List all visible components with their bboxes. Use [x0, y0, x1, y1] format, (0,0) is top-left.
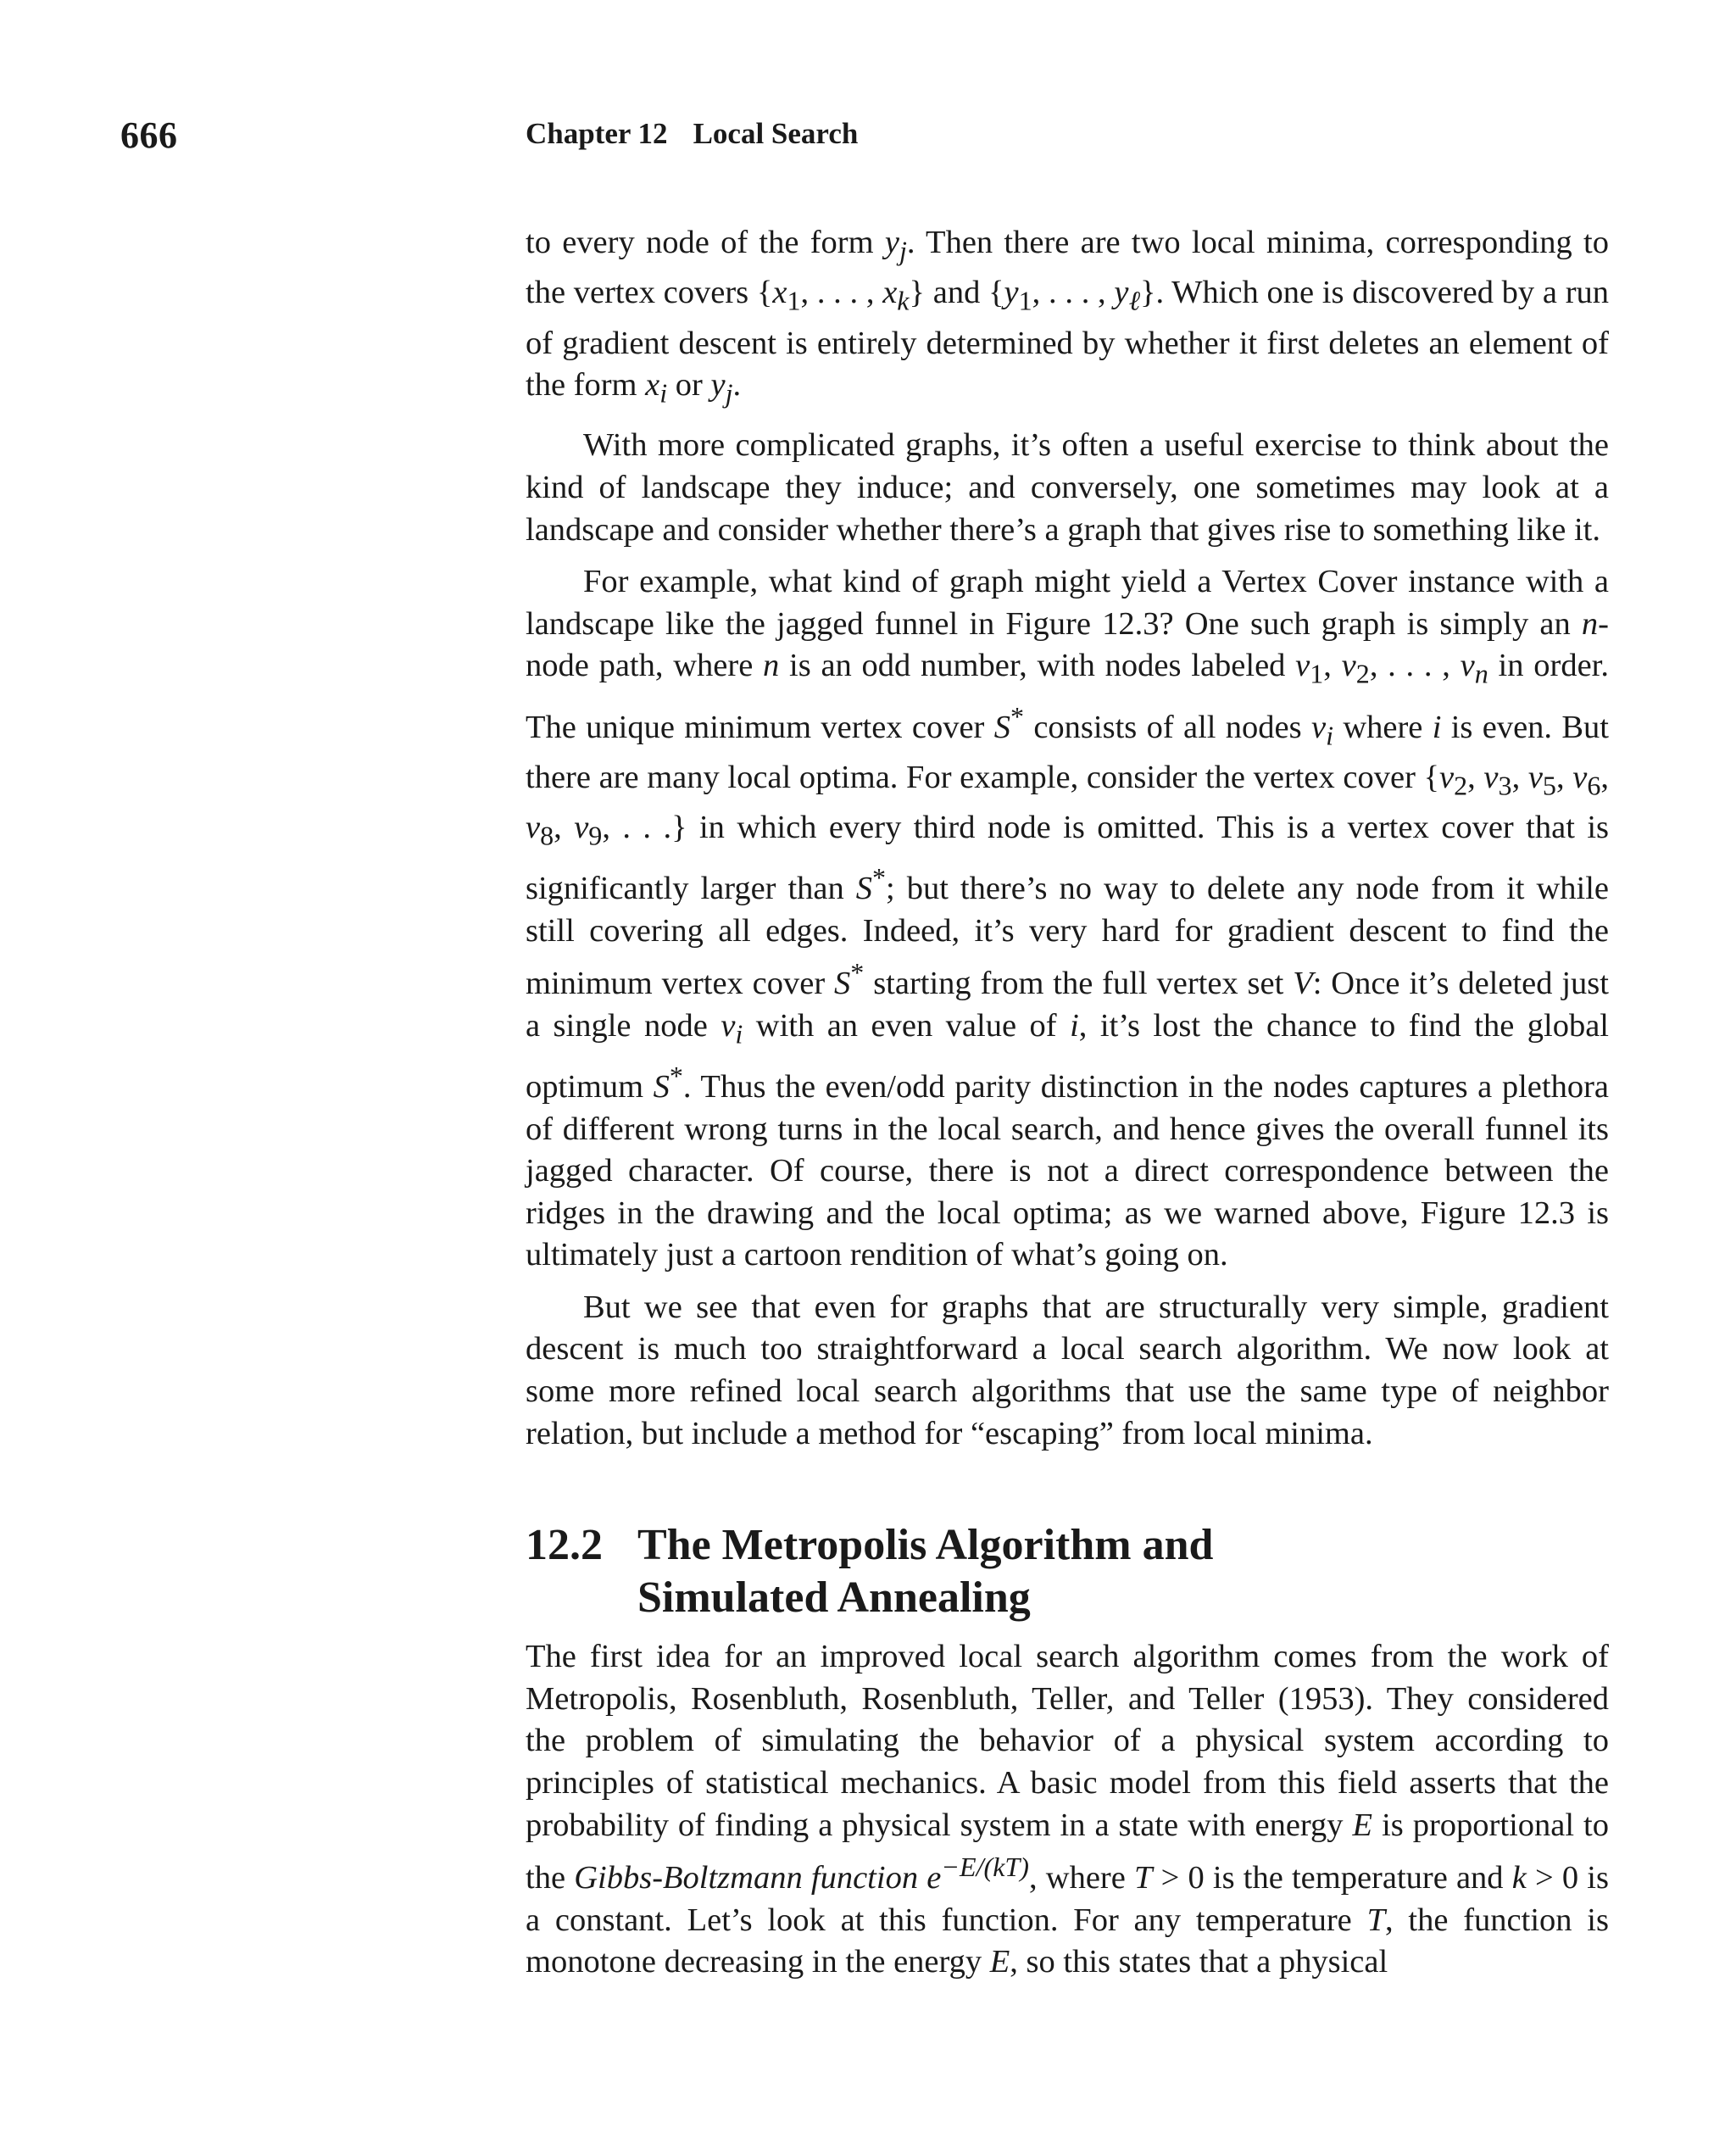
paragraph-4: But we see that even for graphs that are structurally very simple, gradient descent is much too straightforward a local search algorithm. We now look at some more refined local search algorithms that use the same type of neighbor relation, but include a method for “escaping” from local minima.	[526, 1289, 1609, 1451]
chapter-label: Chapter 12	[526, 117, 668, 150]
section-number: 12.2	[526, 1521, 603, 1570]
paragraph-2: With more complicated graphs, it’s often a useful exercise to think about the kind of landscape they induce; and conversely, one sometimes may look at a landscape and consider whether there’s a graph that gives rise to something like it.	[526, 427, 1609, 548]
section-title: The Metropolis Algorithm and Simulated Annealing	[637, 1521, 1214, 1623]
page-number: 666	[120, 114, 178, 156]
running-head	[526, 117, 858, 151]
chapter-title: Local Search	[693, 117, 859, 150]
paragraph-1: to every node of the form $y_j$. Then there are two local minima, corresponding to the vertex covers {$x_1$, . . . , $x_k$} and {$y_1$, . . . , $y_\ell$}. Which one is discovered by a run of gradient descent is entirely determined by whether it first deletes an element of the form $x_i$ or $y_j$.	[526, 225, 1610, 409]
section-heading	[526, 1519, 1609, 1624]
paragraph-3: For example, what kind of graph might yield a Vertex Cover instance with a landscape like the jagged funnel in Figure 12.3? One such graph is simply an n-node path, where n is an odd number, with nodes labeled $v_1$, $v_2$, . . . , $v_n$ in order. The unique minimum vertex cover S* consists of all nodes $v_i$ where i is even. But there are many local optima. For example, consider the vertex cover {$v_2$, $v_3$, $v_5$, $v_6$, $v_8$, $v_9$, . . .} in which every third node is omitted. This is a vertex cover that is significantly larger than S*; but there’s no way to delete any node from it while still covering all edges. Indeed, it’s very hard for gradient descent to find the minimum vertex cover S* starting from the full vertex set V: Once it’s deleted just a single node $v_i$ with an even value of i, it’s lost the chance to find the global optimum S*. Thus the even/odd parity distinction in the nodes captures a plethora of different wrong turns in the local search, and hence gives the overall funnel its jagged character. Of course, there is not a direct correspondence between the ridges in the drawing and the local optima; as we warned above, Figure 12.3 is ultimately just a cartoon rendition of what’s going on.	[526, 564, 1610, 1273]
main-text	[526, 222, 1609, 1984]
paragraph-5: The first idea for an improved local search algorithm comes from the work of Metropolis, Rosenbluth, Rosenbluth, Teller, and Teller (1953). They considered the problem of simulating the behavior of a physical system according to principles of statistical mechanics. A basic model from this field asserts that the probability of finding a physical system in a state with energy E is proportional to the Gibbs-Boltzmann function $e^{-E/(kT)}$, where T > 0 is the temperature and k > 0 is a constant. Let’s look at this function. For any temperature T, the function is monotone decreasing in the energy E, so this states that a physical	[526, 1639, 1609, 1980]
